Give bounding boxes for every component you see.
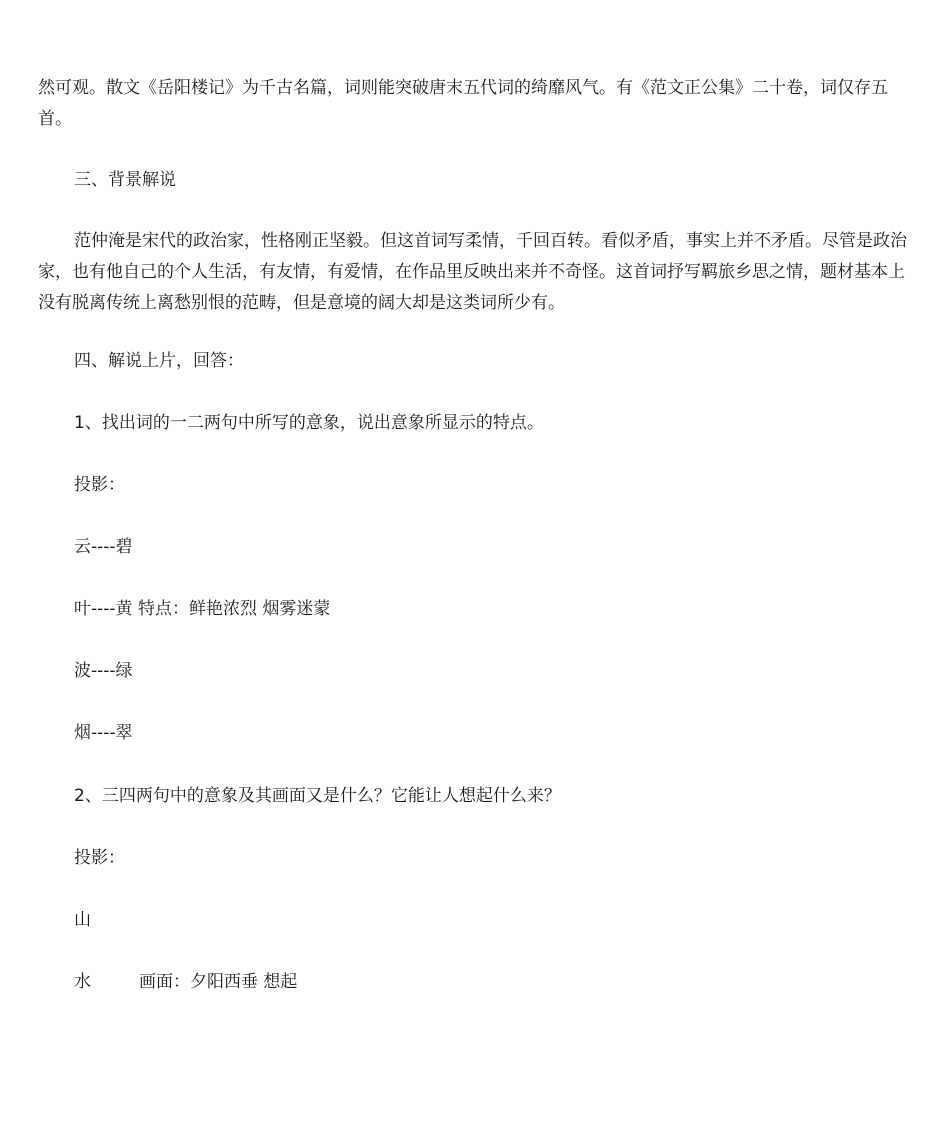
image-leaf: 叶----黄 特点：鲜艳浓烈 烟雾迷蒙 — [74, 599, 331, 619]
image-wave: 波----绿 — [74, 661, 133, 681]
intro-paragraph: 然可观。散文《岳阳楼记》为千古名篇，词则能突破唐末五代词的绮靡风气。有《范文正公集》二十卷，词仅存五首。 — [38, 78, 888, 129]
image-cloud: 云----碧 — [74, 537, 133, 557]
section4-heading: 四、解说上片，回答： — [74, 351, 244, 371]
image-mountain: 山 — [74, 910, 91, 930]
image-water: 水 — [74, 972, 91, 992]
question-1: 1、找出词的一二两句中所写的意象，说出意象所显示的特点。 — [74, 413, 544, 433]
section3-heading: 三、背景解说 — [74, 170, 176, 190]
background-paragraph: 范仲淹是宋代的政治家，性格刚正坚毅。但这首词写柔情，千回百转。看似矛盾，事实上并不矛盾。尽管是政治家，也有他自己的个人生活，有友情，有爱情，在作品里反映出来并不奇怪。这首词抒写羁旅乡思之情，题材基本上没有脱离传统上离愁别恨的范畴，但是意境的阔大却是这类词所少有。 — [38, 231, 907, 313]
scene-text: 画面：夕阳西垂 想起 — [139, 972, 298, 992]
image-water-line — [74, 970, 297, 994]
question-2: 2、三四两句中的意象及其画面又是什么？它能让人想起什么来？ — [74, 786, 561, 806]
projection-label-1: 投影： — [74, 475, 125, 495]
image-smoke: 烟----翠 — [74, 723, 133, 743]
projection-label-2: 投影： — [74, 848, 125, 868]
